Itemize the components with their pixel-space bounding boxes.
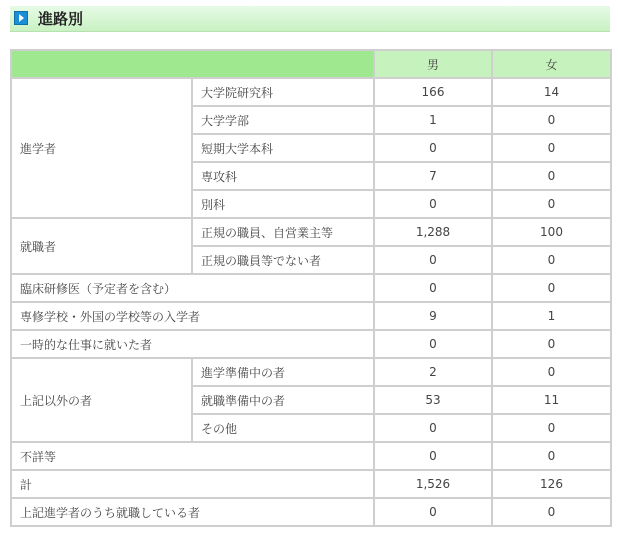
arrow-right-icon bbox=[14, 11, 28, 25]
female-count: 14 bbox=[492, 78, 611, 106]
female-count: 11 bbox=[492, 386, 611, 414]
male-count: 0 bbox=[374, 442, 492, 470]
row-subcategory: 大学院研究科 bbox=[192, 78, 374, 106]
female-count: 0 bbox=[492, 442, 611, 470]
row-subcategory: 専攻科 bbox=[192, 162, 374, 190]
male-count: 0 bbox=[374, 498, 492, 526]
row-subcategory: 正規の職員、自営業主等 bbox=[192, 218, 374, 246]
female-count: 126 bbox=[492, 470, 611, 498]
row-category: 臨床研修医（予定者を含む） bbox=[11, 274, 374, 302]
row-subcategory: 正規の職員等でない者 bbox=[192, 246, 374, 274]
table-row bbox=[11, 442, 611, 470]
male-count: 1,526 bbox=[374, 470, 492, 498]
female-count: 0 bbox=[492, 106, 611, 134]
row-category: 不詳等 bbox=[11, 442, 374, 470]
female-count: 100 bbox=[492, 218, 611, 246]
female-count: 0 bbox=[492, 134, 611, 162]
row-subcategory: 就職準備中の者 bbox=[192, 386, 374, 414]
male-count: 7 bbox=[374, 162, 492, 190]
female-count: 0 bbox=[492, 274, 611, 302]
female-count: 0 bbox=[492, 330, 611, 358]
header-female: 女 bbox=[492, 50, 611, 78]
table-row bbox=[11, 274, 611, 302]
table-row bbox=[11, 78, 611, 106]
row-subcategory: 別科 bbox=[192, 190, 374, 218]
header-blank-cell bbox=[11, 50, 374, 78]
female-count: 0 bbox=[492, 246, 611, 274]
male-count: 9 bbox=[374, 302, 492, 330]
male-count: 0 bbox=[374, 274, 492, 302]
row-category: 専修学校・外国の学校等の入学者 bbox=[11, 302, 374, 330]
male-count: 2 bbox=[374, 358, 492, 386]
male-count: 166 bbox=[374, 78, 492, 106]
table-row bbox=[11, 302, 611, 330]
section-title: 進路別 bbox=[38, 10, 84, 28]
male-count: 53 bbox=[374, 386, 492, 414]
female-count: 0 bbox=[492, 498, 611, 526]
row-category: 上記以外の者 bbox=[11, 358, 192, 442]
table-header-row bbox=[11, 50, 611, 78]
header-male: 男 bbox=[374, 50, 492, 78]
table-row bbox=[11, 218, 611, 246]
male-count: 1,288 bbox=[374, 218, 492, 246]
male-count: 0 bbox=[374, 246, 492, 274]
table-row bbox=[11, 498, 611, 526]
male-count: 1 bbox=[374, 106, 492, 134]
female-count: 0 bbox=[492, 414, 611, 442]
row-subcategory: 短期大学本科 bbox=[192, 134, 374, 162]
row-subcategory: 進学準備中の者 bbox=[192, 358, 374, 386]
female-count: 1 bbox=[492, 302, 611, 330]
row-category: 就職者 bbox=[11, 218, 192, 274]
male-count: 0 bbox=[374, 134, 492, 162]
table-row bbox=[11, 470, 611, 498]
row-category: 進学者 bbox=[11, 78, 192, 218]
female-count: 0 bbox=[492, 358, 611, 386]
row-subcategory: その他 bbox=[192, 414, 374, 442]
female-count: 0 bbox=[492, 162, 611, 190]
row-category: 計 bbox=[11, 470, 374, 498]
male-count: 0 bbox=[374, 414, 492, 442]
row-subcategory: 大学学部 bbox=[192, 106, 374, 134]
row-category: 上記進学者のうち就職している者 bbox=[11, 498, 374, 526]
male-count: 0 bbox=[374, 190, 492, 218]
career-path-table bbox=[10, 49, 612, 527]
female-count: 0 bbox=[492, 190, 611, 218]
table-row bbox=[11, 330, 611, 358]
table-row bbox=[11, 358, 611, 386]
male-count: 0 bbox=[374, 330, 492, 358]
row-category: 一時的な仕事に就いた者 bbox=[11, 330, 374, 358]
section-heading bbox=[10, 6, 610, 32]
